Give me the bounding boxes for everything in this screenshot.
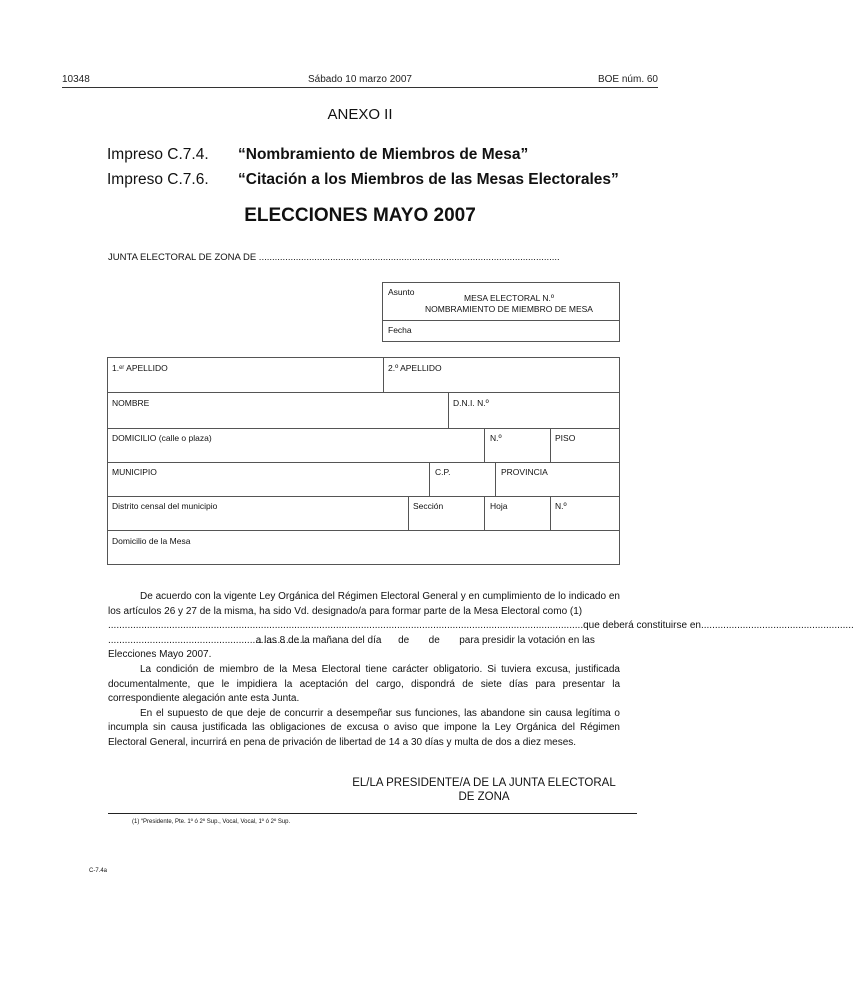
street-number-field[interactable]: N.º [490,433,502,443]
number-field[interactable]: N.º [555,501,567,511]
sheet-field[interactable]: Hoja [490,501,508,511]
divider [484,428,485,462]
annex-title: ANEXO II [327,106,393,123]
publication-number: BOE núm. 60 [597,74,658,85]
appointment-label: NOMBRAMIENTO DE MIEMBRO DE MESA [425,304,593,314]
divider [383,320,619,321]
divider [108,530,619,531]
form-code: Impreso C.7.4. [107,146,209,163]
assignment-line [108,619,854,634]
dotted-blank[interactable]: ....................................................... [700,620,854,632]
paragraph-penalty: En el supuesto de que deje de concurrir a desempeñar sus funciones, las abandone sin causa legítima o incumpla sin causa justificada las obligaciones de excusa o aviso que impone la Ley Orgánica del Régimen Electoral General, incurrirá en pena de privación de libertad de 14 a 30 días y multa de dos a diez meses. [108,707,620,748]
address-field[interactable]: DOMICILIO (calle o plaza) [112,433,212,443]
schedule-line [108,634,620,649]
divider [108,462,619,463]
name-field[interactable]: NOMBRE [112,398,150,408]
form-code: Impreso C.7.6. [107,171,209,188]
dni-field[interactable]: D.N.I. N.º [453,398,489,408]
footnote: (1) “Presidente, Pte. 1º ó 2º Sup., Vocal, Vocal, 1º ó 2º Sup. [132,819,291,825]
footnote-rule [108,813,637,814]
signature-line-2: DE ZONA [458,791,510,803]
dotted-blank[interactable]: ........................................................................................................................................................................... [108,620,584,632]
divider [383,358,384,392]
divider [550,496,551,530]
polling-station-address-field[interactable]: Domicilio de la Mesa [112,536,191,546]
divider [550,428,551,462]
constitution-text: que deberá constituirse en [583,620,701,632]
divider [108,428,619,429]
municipality-field[interactable]: MUNICIPIO [112,467,157,477]
subject-label: Asunto [388,287,415,297]
second-surname-field[interactable]: 2.º APELLIDO [388,363,442,373]
census-district-field[interactable]: Distrito censal del municipio [112,501,218,511]
divider [408,496,409,530]
signature-line-1: EL/LA PRESIDENTE/A DE LA JUNTA ELECTORAL [352,777,616,789]
junta-electoral-field: JUNTA ELECTORAL DE ZONA DE .................................................................................................................. [108,252,560,263]
mesa-electoral-label: MESA ELECTORAL N.º [463,293,555,303]
divider [448,392,449,428]
divider [108,496,619,497]
personal-data-grid [107,357,620,565]
divider [484,496,485,530]
form-code-label: C-7.4a [89,868,108,874]
first-surname-field[interactable]: 1.ᵉʳ APELLIDO [112,363,168,373]
issue-date: Sábado 10 marzo 2007 [308,74,412,85]
page-number: 10348 [62,74,90,85]
signature-block [345,776,623,804]
postal-code-field[interactable]: C.P. [435,467,451,477]
divider [108,392,619,393]
header-rule [62,87,658,88]
election-title: ELECCIONES MAYO 2007 [244,205,476,226]
subject-box [382,282,620,342]
date-label: Fecha [388,325,412,335]
divider [495,462,496,496]
province-field[interactable]: PROVINCIA [501,467,548,477]
body-text [108,590,854,751]
form-name: “Citación a los Miembros de las Mesas Electorales” [238,171,619,188]
section-field[interactable]: Sección [413,501,444,511]
paragraph-intro: De acuerdo con la vigente Ley Orgánica del Régimen Electoral General y en cumplimiento de lo indicado en los artículos 26 y 27 de la misma, ha sido Vd. designado/a para formar parte de la Mesa Electoral como (1) [108,591,620,617]
divider [429,462,430,496]
floor-field[interactable]: PISO [555,433,576,443]
dotted-blank[interactable]: ........................................................................ [108,634,309,646]
paragraph-intro-end: Elecciones Mayo 2007. [108,649,212,661]
schedule-text: a las 8 de la mañana del día de de para presidir la votación en las [253,634,595,646]
paragraph-obligation: La condición de miembro de la Mesa Electoral tiene carácter obligatorio. Si tuviera excusa, justificada documentalmente, que le impidiera la aceptación del cargo, dispondrá de siete días para presentar la correspondiente alegación ante esta Junta. [108,663,620,705]
form-name: “Nombramiento de Miembros de Mesa” [238,146,529,163]
